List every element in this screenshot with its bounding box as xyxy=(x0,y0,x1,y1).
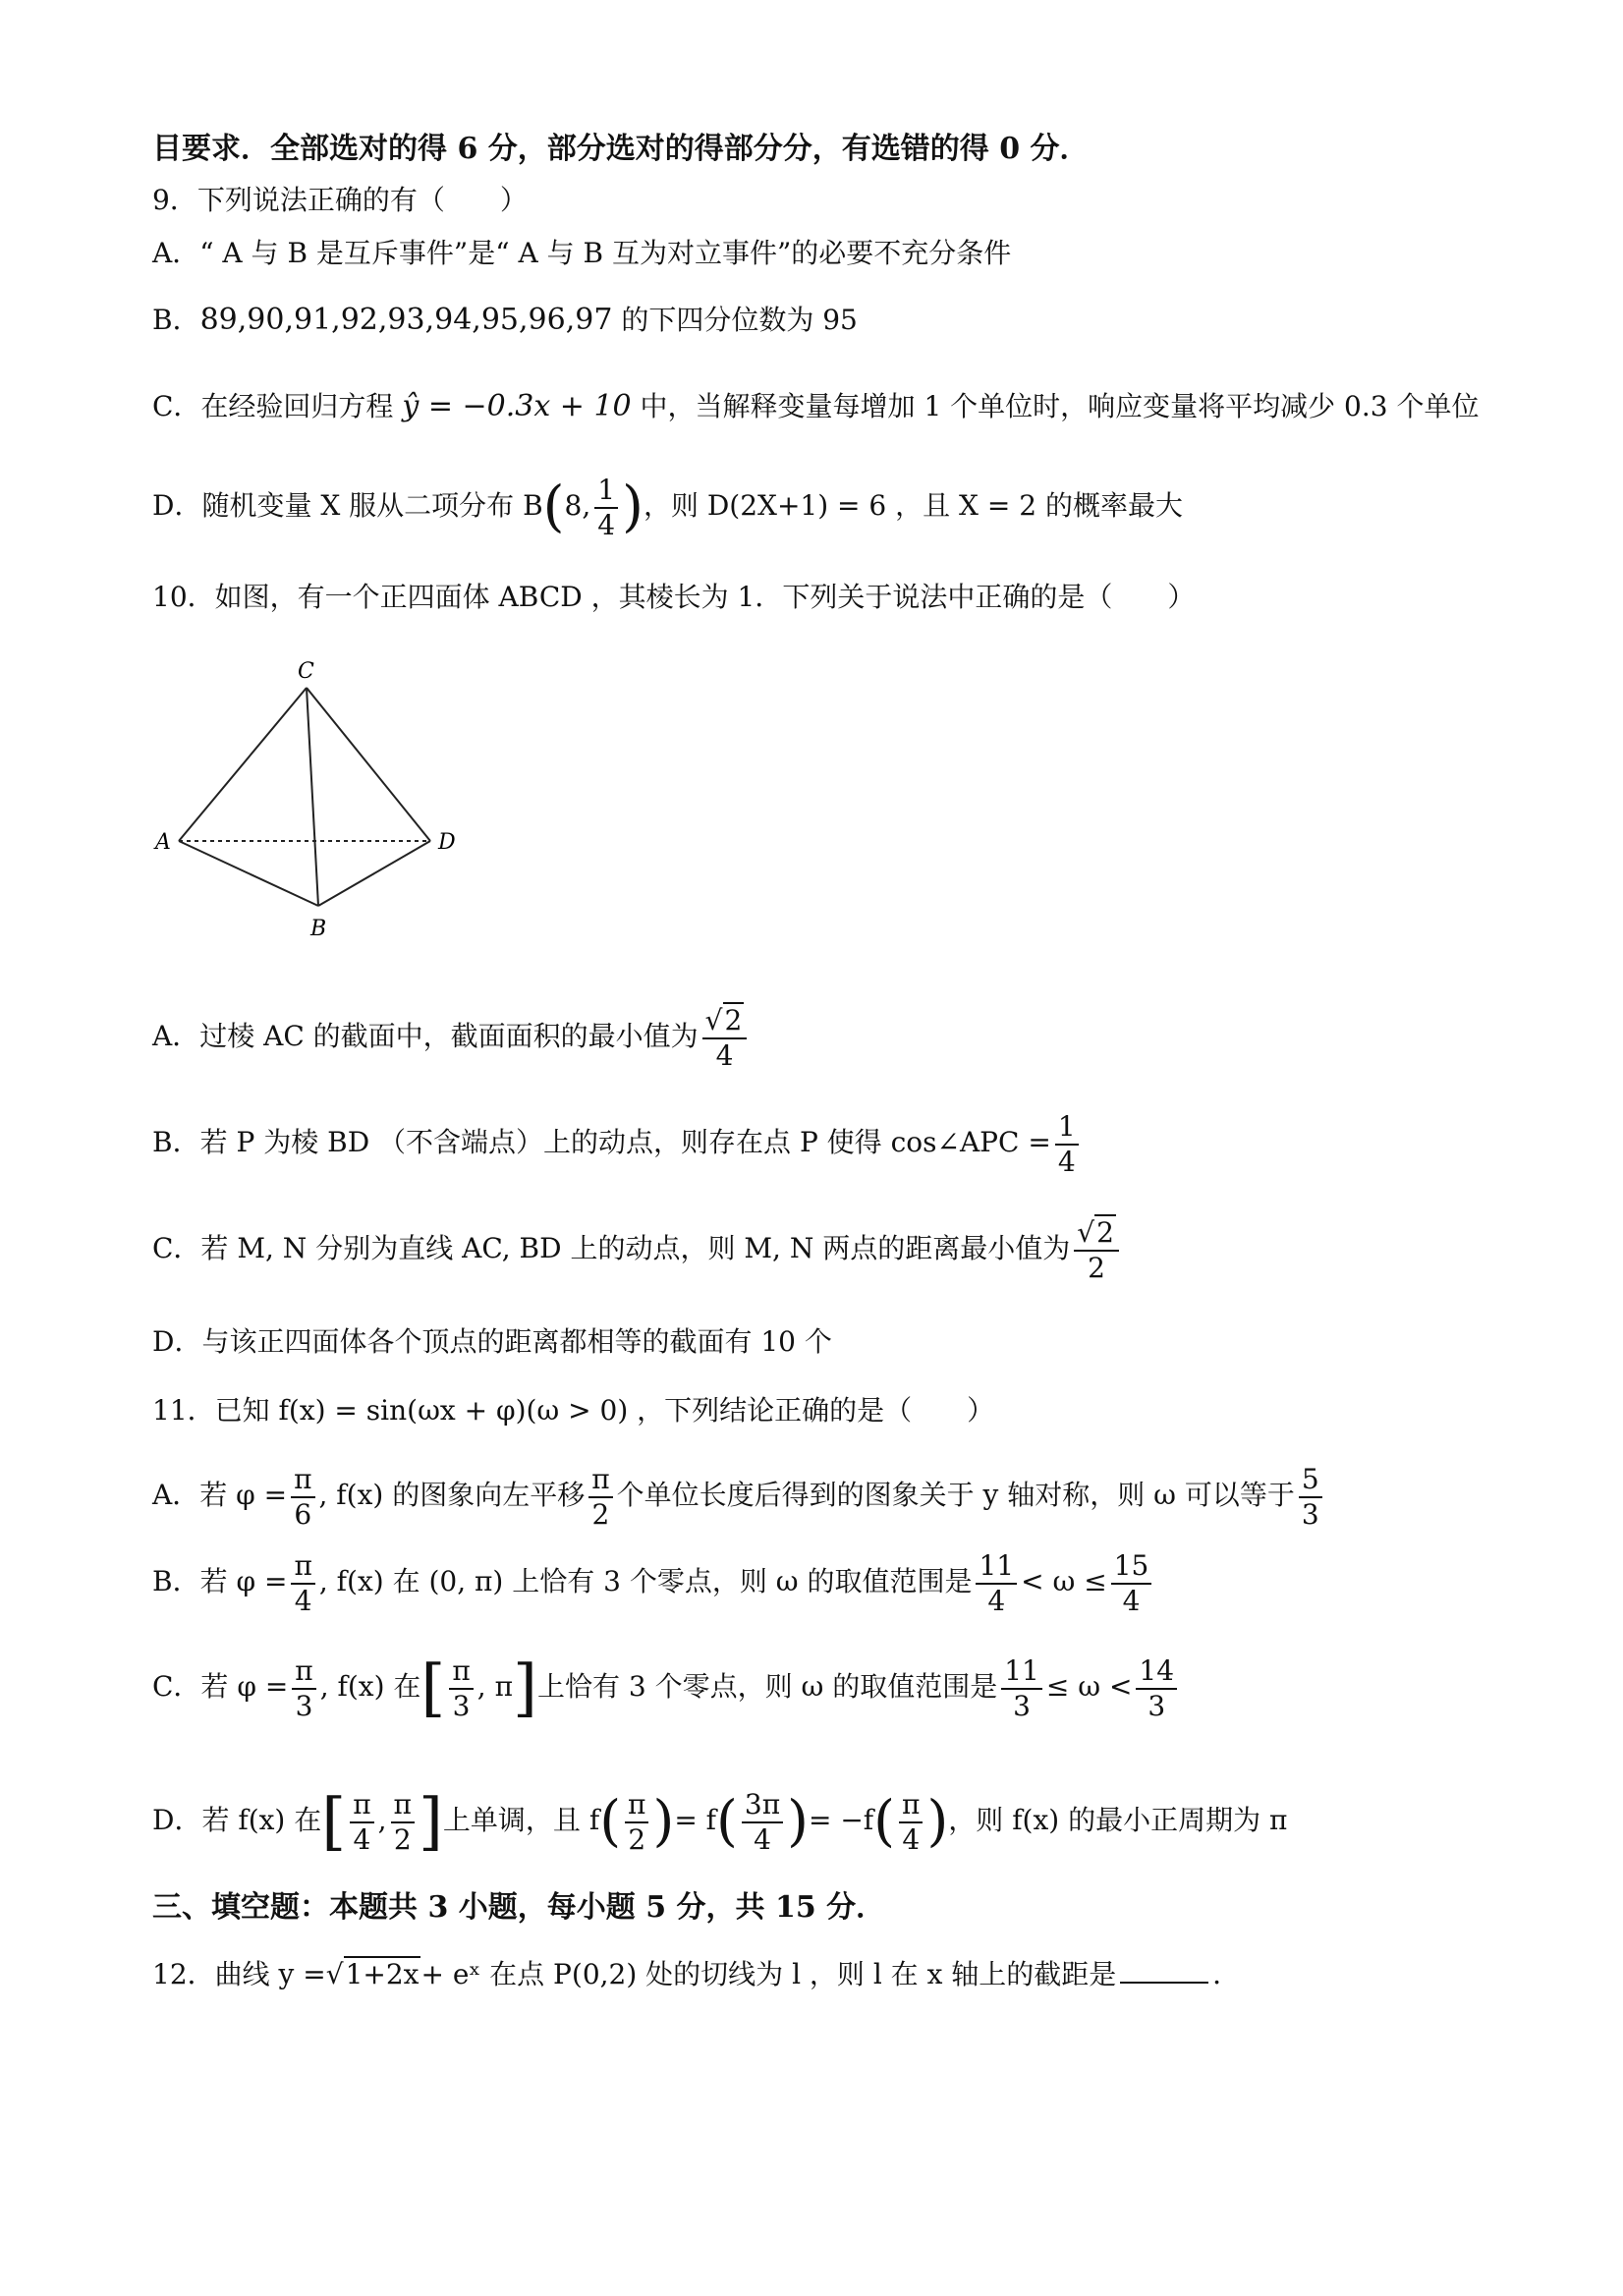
bracket-close: ] xyxy=(418,1785,443,1859)
q10-stem: 10．如图，有一个正四面体 ABCD ，其棱长为 1．下列关于说法中正确的是（ ） xyxy=(152,581,1196,613)
fraction: $\frac{\pi}{4}$ xyxy=(899,1788,923,1857)
fraction: $\frac{5}{3}$ xyxy=(1299,1463,1322,1532)
vertex-label-b: B xyxy=(310,917,327,941)
q9-option-d-label: D．随机变量 X 服从二项分布 B xyxy=(152,489,543,522)
paren-close: ) xyxy=(622,475,644,539)
edge-cb xyxy=(307,688,318,906)
q10-option-c-text: C．若 M, N 分别为直线 AC, BD 上的动点，则 M, N 两点的距离最小值为 xyxy=(152,1232,1071,1264)
fraction: $\frac{\pi}{2}$ xyxy=(391,1788,415,1857)
edge-cd xyxy=(307,688,430,841)
fraction: $\frac{3\pi}{4}$ xyxy=(742,1788,783,1857)
vertex-label-d: D xyxy=(438,830,456,855)
q10-option-a xyxy=(152,992,751,1081)
paren-open: ( xyxy=(542,475,565,539)
sqrt-expression: √1+2x xyxy=(325,1958,420,1990)
fraction-1-over-4: $\frac{1}{4}$ xyxy=(1055,1110,1079,1179)
q10-option-a-text: A．过棱 AC 的截面中，截面面积的最小值为 xyxy=(152,1020,699,1052)
q9-option-a: A．“ A 与 B 是互斥事件”是“ A 与 B 互为对立事件”的必要不充分条件 xyxy=(152,237,1012,269)
q10-option-c xyxy=(152,1204,1123,1293)
q11-option-a: A．若 φ = $\frac{\pi}{6}$ , f(x) 的图象向左平移 $\frac{\pi}{2}$ 个单位长度后得到的图象关于 y 轴对称，则 ω 可以等于 $\frac{5}{3}$ xyxy=(152,1454,1326,1537)
q11-stem: 11．已知 f(x) = sin(ωx + φ)(ω > 0) ，下列结论正确的是（ ） xyxy=(152,1394,995,1427)
q9-option-b-label: B． xyxy=(152,304,200,336)
tetrahedron-figure xyxy=(147,648,481,953)
q9-option-c xyxy=(152,387,1480,426)
fraction: $\frac{11}{4}$ xyxy=(976,1549,1017,1618)
edge-ca xyxy=(179,688,307,841)
q9-stem: 9．下列说法正确的有（ ） xyxy=(152,184,528,216)
q9-option-c-equation: ŷ = −0.3x + 10 xyxy=(402,389,632,423)
q9-option-b-text: 的下四分位数为 95 xyxy=(612,304,858,336)
section-instructions: 目要求．全部选对的得 6 分，部分选对的得部分分，有选错的得 0 分． xyxy=(152,132,1090,166)
fraction: $\frac{\pi}{4}$ xyxy=(350,1788,373,1857)
vertex-label-a: A xyxy=(155,830,171,855)
fraction: $\frac{11}{3}$ xyxy=(1001,1654,1042,1723)
bracket-open: [ xyxy=(420,1652,446,1725)
bracket-open: [ xyxy=(321,1785,347,1859)
fraction: $\frac{15}{4}$ xyxy=(1111,1549,1152,1618)
fraction: $\frac{\pi}{6}$ xyxy=(291,1463,314,1532)
q11-option-c: C．若 φ = $\frac{\pi}{3}$ , f(x) 在[ $\frac{\pi}{3}$ , π]上恰有 3 个零点，则 ω 的取值范围是 $\frac{11}{3}$ ≤ ω < $\frac{14}{3}$ xyxy=(152,1643,1181,1731)
fraction: $\frac{\pi}{2}$ xyxy=(588,1463,612,1532)
q11-option-d: D．若 f(x) 在[ $\frac{\pi}{4}$ , $\frac{\pi}{2}$ ]上单调，且 f( $\frac{\pi}{2}$ )= f( $\frac{3\pi}{4}$ )= −f( $\frac{\pi}{4}$ )，则 f(x) 的最小正周期为 π xyxy=(152,1785,1288,1859)
bracket-close: ] xyxy=(513,1652,537,1725)
q9-option-d xyxy=(152,472,1183,542)
fraction: $\frac{\pi}{3}$ xyxy=(449,1654,473,1723)
fraction: $\frac{\pi}{2}$ xyxy=(625,1788,648,1857)
answer-blank[interactable] xyxy=(1120,1956,1208,1984)
q9-option-d-arg: 8, xyxy=(564,489,591,522)
q9-option-b xyxy=(152,301,858,340)
section-3-heading: 三、填空题：本题共 3 小题，每小题 5 分，共 15 分． xyxy=(152,1890,886,1925)
q9-option-d-text: ，则 D(2X+1) = 6 ，且 X = 2 的概率最大 xyxy=(643,489,1183,522)
edge-ab xyxy=(179,841,318,906)
fraction: $\frac{1}{4}$ xyxy=(594,474,618,542)
q11-option-b: B．若 φ = $\frac{\pi}{4}$ , f(x) 在 (0, π) 上恰有 3 个零点，则 ω 的取值范围是 $\frac{11}{4}$ < ω ≤ $\frac{15}{4}$ xyxy=(152,1540,1155,1623)
fraction: $\frac{14}{3}$ xyxy=(1136,1654,1177,1723)
vertex-label-c: C xyxy=(298,659,314,684)
fraction: $\frac{\pi}{4}$ xyxy=(291,1549,314,1618)
q9-option-c-text: 中，当解释变量每增加 1 个单位时，响应变量将平均减少 0.3 个单位 xyxy=(631,390,1480,422)
q10-option-d: D．与该正四面体各个顶点的距离都相等的截面有 10 个 xyxy=(152,1325,832,1358)
q10-option-b-text: B．若 P 为棱 BD （不含端点）上的动点，则存在点 P 使得 cos∠APC = xyxy=(152,1126,1051,1158)
q9-option-b-data: 89,90,91,92,93,94,95,96,97 xyxy=(199,303,613,337)
q12-stem: 12．曲线 y =√1+2x+ eˣ 在点 P(0,2) 处的切线为 l ，则 l 在 x 轴上的截距是 ． xyxy=(152,1955,1240,1994)
fraction-sqrt2-over-2: $\frac{√2}{2}$ xyxy=(1074,1216,1119,1285)
fraction-sqrt2-over-4: $\frac{√2}{4}$ xyxy=(702,1004,748,1073)
q9-option-c-label: C．在经验回归方程 xyxy=(152,390,403,422)
edge-db xyxy=(318,841,430,906)
q10-option-b xyxy=(152,1098,1083,1187)
fraction: $\frac{\pi}{3}$ xyxy=(292,1654,315,1723)
